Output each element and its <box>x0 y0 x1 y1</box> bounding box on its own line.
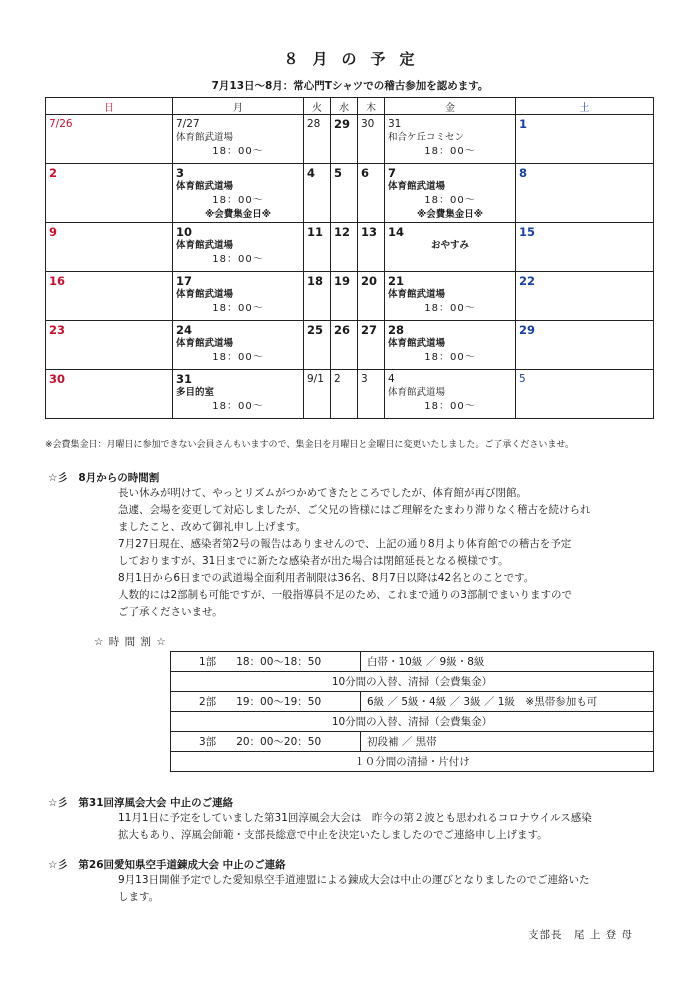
timetable-row <box>171 692 654 712</box>
section-tournament-cancel <box>48 795 648 844</box>
calendar-week <box>46 164 654 223</box>
timetable-label: ☆ 時 間 割 ☆ <box>94 636 167 648</box>
day-cell: 20 <box>358 272 385 321</box>
timetable-row: 10分間の入替、清掃（会費集金） <box>171 672 654 692</box>
header-sat: 土 <box>516 98 654 115</box>
section-heading: ☆彡 第26回愛知県空手道錬成大会 中止のご連絡 <box>48 859 286 871</box>
section-body: 11月1日に予定をしていました第31回淳風会大会は 昨今の第２波とも思われるコロナウイルス感染 拡大もあり、淳風会師範・支部長総意で中止を決定いたしましたのでご連絡申し上げます。 <box>118 812 592 841</box>
timetable <box>170 651 654 772</box>
timetable-row: 10分間の入替、清掃（会費集金） <box>171 712 654 732</box>
day-cell: 7/27 体育館武道場 18：00～ <box>173 115 304 164</box>
day-cell: 23 <box>46 321 173 370</box>
calendar-week <box>46 272 654 321</box>
section-body: 9月13日開催予定でした愛知県空手道連盟による錬成大会は中止の運びとなりましたのでご連絡いた します。 <box>118 874 590 903</box>
timetable-ranks: 白帯・10級 ／ 9級・8級 <box>361 652 654 672</box>
day-cell: 24 体育館武道場 18：00～ <box>173 321 304 370</box>
day-cell: 2 <box>46 164 173 223</box>
timetable-row <box>171 652 654 672</box>
day-cell: 25 <box>304 321 331 370</box>
day-cell: 29 <box>516 321 654 370</box>
timetable-row: １０分間の清掃・片付け <box>171 752 654 772</box>
day-cell: 12 <box>331 223 358 272</box>
day-cell: 1 <box>516 115 654 164</box>
section-timetable-notice <box>48 470 648 621</box>
header-thu: 木 <box>358 98 385 115</box>
day-cell: 9/1 <box>304 370 331 419</box>
day-cell: 30 <box>358 115 385 164</box>
day-cell: 19 <box>331 272 358 321</box>
day-cell: 17 体育館武道場 18：00～ <box>173 272 304 321</box>
timetable-slot: 3部 20：00～20：50 <box>171 732 361 752</box>
timetable-ranks: 6級 ／ 5級・4級 ／ 3級 ／ 1級 ※黒帯参加も可 <box>361 692 654 712</box>
day-cell: 9 <box>46 223 173 272</box>
day-cell: 31 和合ケ丘コミセン 18：00～ <box>385 115 516 164</box>
timetable-slot: 2部 19：00～19：50 <box>171 692 361 712</box>
calendar-week <box>46 223 654 272</box>
day-cell: 28 <box>304 115 331 164</box>
day-cell: 7/26 <box>46 115 173 164</box>
day-cell: 26 <box>331 321 358 370</box>
day-cell: 5 <box>516 370 654 419</box>
day-cell: 18 <box>304 272 331 321</box>
day-cell: 29 <box>331 115 358 164</box>
timetable-ranks: 初段補 ／ 黒帯 <box>361 732 654 752</box>
calendar-week <box>46 115 654 164</box>
header-mon: 月 <box>173 98 304 115</box>
calendar-header-row <box>46 98 654 115</box>
calendar-footnote: ※会費集金日：月曜日に参加できない会員さんもいますので、集金日を月曜日と金曜日に変更いたしました。ご了承くださいませ。 <box>45 440 575 450</box>
day-cell: 22 <box>516 272 654 321</box>
signature: 支部長 尾 上 登 母 <box>528 929 634 941</box>
day-cell: 8 <box>516 164 654 223</box>
day-cell: 14 おやすみ <box>385 223 516 272</box>
day-cell: 11 <box>304 223 331 272</box>
day-cell: 4 体育館武道場 18：00～ <box>385 370 516 419</box>
page-subtitle: 7月13日～8月：常心門Tシャツでの稽古参加を認めます。 <box>211 80 489 92</box>
day-cell: 2 <box>331 370 358 419</box>
header-tue: 火 <box>304 98 331 115</box>
day-cell: 6 <box>358 164 385 223</box>
day-cell: 31 多目的室 18：00～ <box>173 370 304 419</box>
page-title: ８ 月 の 予 定 <box>283 50 417 68</box>
section-body: 長い休みが明けて、やっとリズムがつかめてきたところでしたが、体育館が再び閉館。 急遽、会場を変更して対応しましたが、ご父兄の皆様にはご理解をたまわり滞りなく稽古を続けられ ましたこと、改めて御礼申し上げます。 7月27日現在、感染者第2号の報告はありませんので、上記の通り8月より体育館での稽古を予定 しておりますが、31日までに新たな感染者が出た場合は閉館延長となる模様です。 8月1日から6日までの武道場全面利用者制限は36名、8月7日以降は42名とのことです。 人数的には2部制も可能ですが、一般指導員不足のため、これまで通りの3部制でまいりますので ご了承くださいませ。 <box>118 487 591 618</box>
day-cell: 4 <box>304 164 331 223</box>
day-cell: 27 <box>358 321 385 370</box>
header-wed: 水 <box>331 98 358 115</box>
section-training-cancel <box>48 857 648 906</box>
day-cell: 3 体育館武道場 18：00～ ※会費集金日※ <box>173 164 304 223</box>
header-sun: 日 <box>46 98 173 115</box>
day-cell: 16 <box>46 272 173 321</box>
day-cell: 10 体育館武道場 18：00～ <box>173 223 304 272</box>
day-cell: 30 <box>46 370 173 419</box>
section-heading: ☆彡 第31回淳風会大会 中止のご連絡 <box>48 797 234 809</box>
timetable-row <box>171 732 654 752</box>
day-cell: 3 <box>358 370 385 419</box>
calendar-week <box>46 370 654 419</box>
section-heading: ☆彡 8月からの時間割 <box>48 472 160 484</box>
timetable-slot: 1部 18：00～18：50 <box>171 652 361 672</box>
day-cell: 13 <box>358 223 385 272</box>
august-calendar <box>45 97 654 419</box>
day-cell: 5 <box>331 164 358 223</box>
header-fri: 金 <box>385 98 516 115</box>
day-cell: 7 体育館武道場 18：00～ ※会費集金日※ <box>385 164 516 223</box>
calendar-week <box>46 321 654 370</box>
day-cell: 28 体育館武道場 18：00～ <box>385 321 516 370</box>
day-cell: 21 体育館武道場 18：00～ <box>385 272 516 321</box>
day-cell: 15 <box>516 223 654 272</box>
